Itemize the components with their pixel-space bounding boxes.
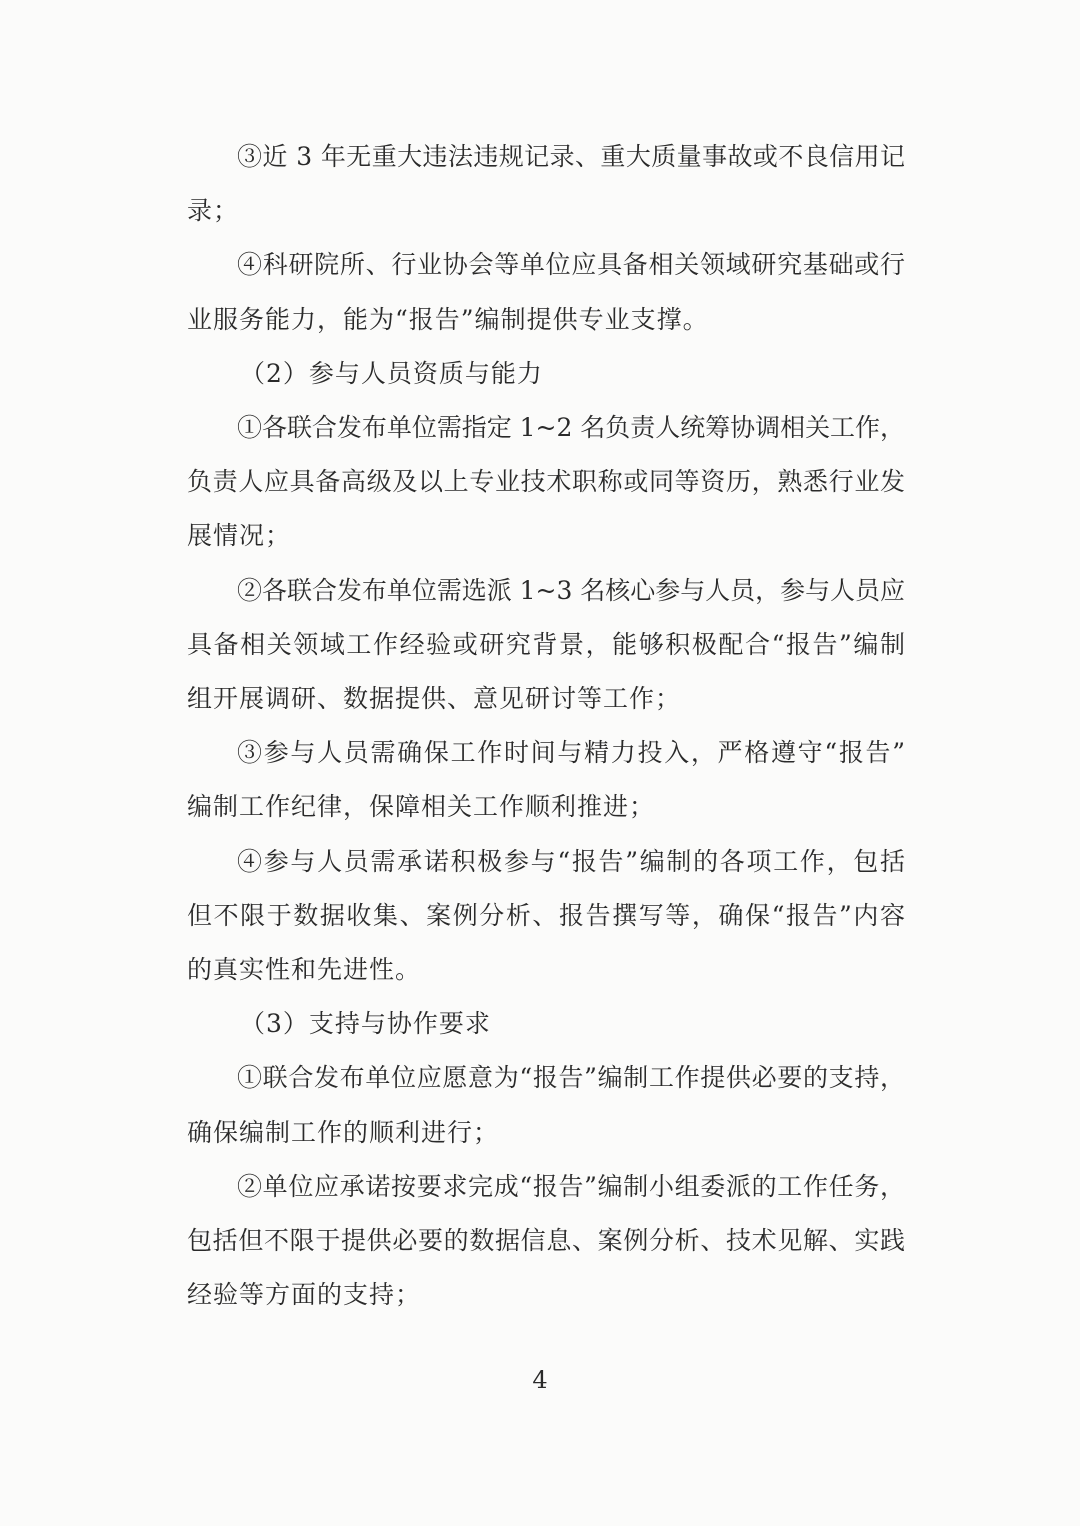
paragraph-line: 业服务能力，能为“报告”编制提供专业支撑。 [187,304,709,334]
paragraph-line: ①各联合发布单位需指定 1~2 名负责人统筹协调相关工作， [237,413,905,442]
paragraph-line: 组开展调研、数据提供、意见研讨等工作； [187,684,682,713]
paragraph-line: ①联合发布单位应愿意为“报告”编制工作提供必要的支持， [237,1063,906,1093]
paragraph-line: 展情况； [187,521,292,551]
section-heading: （3）支持与协作要求 [240,1009,491,1039]
paragraph-line: ③参与人员需确保工作时间与精力投入，严格遵守“报告” [237,738,907,768]
paragraph-line: 经验等方面的支持； [187,1280,422,1310]
paragraph-line: 编制工作纪律，保障相关工作顺利推进； [187,792,656,822]
paragraph-line: 负责人应具备高级及以上专业技术职称或同等资历，熟悉行业发 [187,467,906,497]
section-heading: （2）参与人员资质与能力 [240,358,543,388]
paragraph-line: 的真实性和先进性。 [187,955,422,984]
page-number: 4 [532,1366,548,1394]
paragraph-line: ③近 3 年无重大违法违规记录、重大质量事故或不良信用记 [237,142,906,171]
paragraph-line: ④参与人员需承诺积极参与“报告”编制的各项工作，包括 [237,846,907,876]
paragraph-line: ②单位应承诺按要求完成“报告”编制小组委派的工作任务， [237,1171,906,1201]
paragraph-line: 但不限于数据收集、案例分析、报告撰写等，确保“报告”内容 [187,900,907,930]
paragraph-line: ④科研院所、行业协会等单位应具备相关领域研究基础或行 [237,250,906,280]
paragraph-line: 包括但不限于提供必要的数据信息、案例分析、技术见解、实践 [187,1226,906,1255]
paragraph-line: 确保编制工作的顺利进行； [187,1117,500,1147]
paragraph-line: 录； [187,196,240,226]
paragraph-line: 具备相关领域工作经验或研究背景，能够积极配合“报告”编制 [187,629,907,659]
paragraph-line: ②各联合发布单位需选派 1~3 名核心参与人员，参与人员应 [237,575,905,605]
